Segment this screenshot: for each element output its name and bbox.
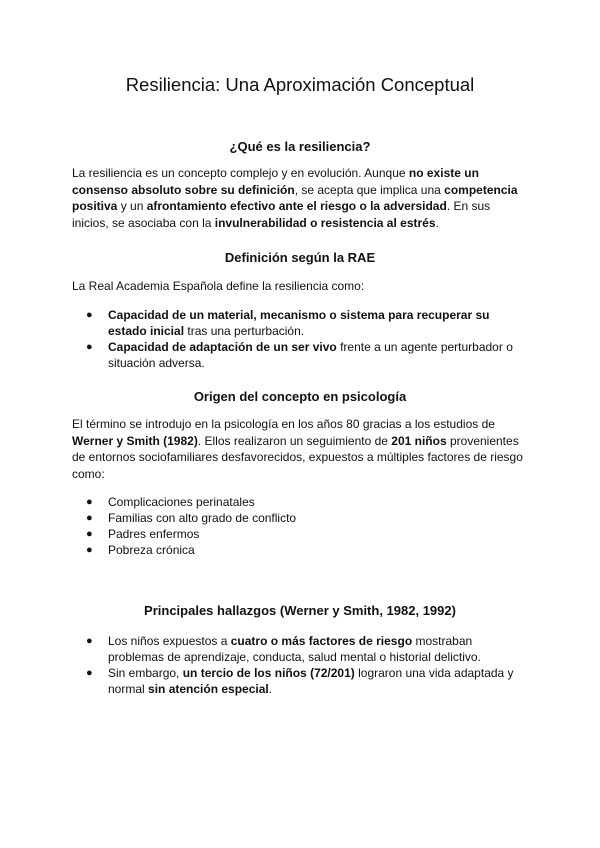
bullet-icon: ● xyxy=(86,341,93,353)
text-run: mostraban problemas de aprendizaje, conducta, salud mental o historial delictivo. xyxy=(108,634,481,664)
paragraph-rae-intro: La Real Academia Española define la resiliencia como: xyxy=(72,279,365,293)
section-heading-origen: Origen del concepto en psicología xyxy=(193,389,407,404)
bold-run: Capacidad de un material, mecanismo o sistema para recuperar su estado inicial xyxy=(108,308,490,338)
text-run: lograron una vida adaptada y normal xyxy=(108,666,514,696)
text-run: . xyxy=(268,682,273,696)
list-item xyxy=(72,542,528,558)
list-item xyxy=(72,510,528,526)
bullet-icon: ● xyxy=(86,635,93,647)
list-item xyxy=(72,307,528,339)
bold-run: Werner y Smith (1982) xyxy=(72,433,198,448)
text-run: La resiliencia es un concepto complejo y en evolución. Aunque xyxy=(72,166,409,180)
document-title: Resiliencia: Una Aproximación Conceptual xyxy=(125,74,475,95)
text-run: frente a un agente perturbador o situación adversa. xyxy=(108,340,513,370)
text-run: Los niños expuestos a xyxy=(108,634,231,648)
text-run: tras una perturbación. xyxy=(184,324,305,338)
list-item xyxy=(72,633,528,665)
bold-run: Capacidad de adaptación de un ser vivo xyxy=(108,340,337,354)
list-hallazgos xyxy=(72,633,528,697)
section-heading-que-es: ¿Qué es la resiliencia? xyxy=(229,139,371,154)
bold-run: sin atención especial xyxy=(148,682,269,696)
text-run: . xyxy=(435,215,439,230)
text-run: . En sus inicios, se asociaba con la xyxy=(72,199,491,230)
list-risk-factors xyxy=(72,494,528,558)
list-item xyxy=(72,526,528,542)
bold-run: no existe un consenso absoluto sobre su definición xyxy=(72,166,479,197)
bullet-icon: ● xyxy=(86,309,93,321)
bold-run: competencia positiva xyxy=(72,182,518,213)
text-run: y un xyxy=(117,199,147,213)
bold-run: invulnerabilidad o resistencia al estrés xyxy=(214,215,436,230)
paragraph-origen xyxy=(72,416,528,482)
text-run: provenientes de entornos sociofamiliares desfavorecidos, expuestos a múltiples factores de riesgo como: xyxy=(72,433,523,481)
text-run: Padres enfermos xyxy=(108,527,200,541)
bullet-icon: ● xyxy=(86,528,93,540)
text-run: Complicaciones perinatales xyxy=(108,495,255,509)
text-run: . Ellos realizaron un seguimiento de xyxy=(197,433,392,448)
bold-run: un tercio de los niños (72/201) xyxy=(182,666,355,680)
text-run: Sin embargo, xyxy=(108,666,183,680)
list-item xyxy=(72,494,528,510)
list-item xyxy=(72,665,528,697)
bullet-icon: ● xyxy=(86,512,93,524)
bold-run: afrontamiento efectivo ante el riesgo o la adversidad xyxy=(146,199,447,213)
text-run: Pobreza crónica xyxy=(108,543,195,557)
section-heading-hallazgos: Principales hallazgos (Werner y Smith, 1982, 1992) xyxy=(144,603,456,618)
text-run: El término se introdujo en la psicología en los años 80 gracias a los estudios de xyxy=(72,417,495,431)
paragraph-que-es xyxy=(72,165,528,231)
bullet-icon: ● xyxy=(86,496,93,508)
bullet-icon: ● xyxy=(86,667,93,679)
list-item xyxy=(72,339,528,371)
bold-run: 201 niños xyxy=(391,433,447,448)
bold-run: cuatro o más factores de riesgo xyxy=(230,634,413,648)
section-heading-rae: Definición según la RAE xyxy=(224,250,376,265)
bullet-icon: ● xyxy=(86,544,93,556)
text-run: Familias con alto grado de conflicto xyxy=(108,511,297,525)
text-run: , se acepta que implica una xyxy=(294,182,445,197)
list-rae-definitions xyxy=(72,307,528,371)
